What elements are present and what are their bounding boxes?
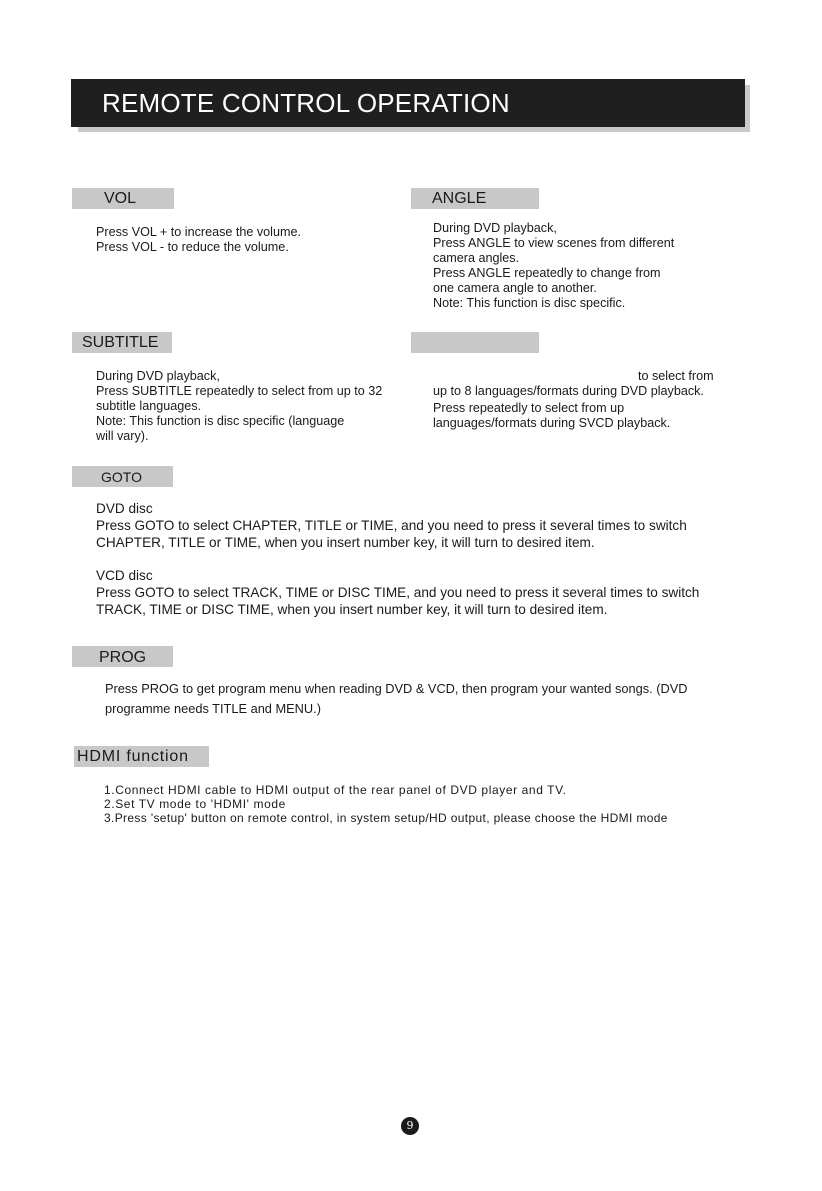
prog-heading: PROG <box>72 646 173 667</box>
text-line: 3.Press 'setup' button on remote control, in system setup/HD output, please choose the HDMI mode <box>104 811 668 825</box>
text-line: VCD disc <box>96 568 153 583</box>
text-line: During DVD playback, <box>433 221 557 235</box>
text-line: Press ANGLE repeatedly to change from <box>433 266 661 280</box>
text-line: Press SUBTITLE repeatedly to select from up to 32 <box>96 384 383 398</box>
text-line: will vary). <box>96 429 149 443</box>
text-line: CHAPTER, TITLE or TIME, when you insert number key, it will turn to desired item. <box>96 535 595 550</box>
text-line: Press GOTO to select TRACK, TIME or DISC TIME, and you need to press it several times to switch <box>96 585 700 600</box>
audio-heading <box>411 332 539 353</box>
text-line: Press VOL + to increase the volume. <box>96 225 301 239</box>
audio-text <box>433 384 704 431</box>
page-number: 9 <box>401 1117 419 1135</box>
text-line: TRACK, TIME or DISC TIME, when you insert number key, it will turn to desired item. <box>96 602 608 617</box>
hdmi-heading: HDMI function <box>74 746 209 767</box>
text-line: Note: This function is disc specific. <box>433 296 626 310</box>
angle-text <box>433 221 674 311</box>
hdmi-text <box>104 783 668 825</box>
text-line: During DVD playback, <box>96 369 220 383</box>
vol-heading: VOL <box>72 188 174 209</box>
text-line: 1.Connect HDMI cable to HDMI output of the rear panel of DVD player and TV. <box>104 783 567 797</box>
subtitle-text <box>96 369 382 444</box>
text-line: Press GOTO to select CHAPTER, TITLE or TIME, and you need to press it several times to switch <box>96 518 687 533</box>
text-line: camera angles. <box>433 251 520 265</box>
text-line: subtitle languages. <box>96 399 202 413</box>
text-line: Press VOL - to reduce the volume. <box>96 240 289 254</box>
audio-text-first-line: to select from <box>638 369 714 383</box>
goto-heading: GOTO <box>72 466 173 487</box>
vol-text <box>96 225 301 255</box>
text-line: DVD disc <box>96 501 153 516</box>
text-line: one camera angle to another. <box>433 281 597 295</box>
text-line: programme needs TITLE and MENU.) <box>105 701 321 716</box>
text-line: Press ANGLE to view scenes from different <box>433 236 675 250</box>
angle-heading: ANGLE <box>411 188 539 209</box>
text-line: Note: This function is disc specific (language <box>96 414 345 428</box>
page-title: REMOTE CONTROL OPERATION <box>71 79 745 127</box>
text-line: Press repeatedly to select from up <box>433 401 625 415</box>
goto-dvd-text <box>96 500 687 551</box>
prog-text <box>105 679 688 719</box>
text-line: languages/formats during SVCD playback. <box>433 416 671 430</box>
subtitle-heading: SUBTITLE <box>72 332 172 353</box>
goto-vcd-text <box>96 567 699 618</box>
text-line: 2.Set TV mode to 'HDMI' mode <box>104 797 286 811</box>
text-line: up to 8 languages/formats during DVD playback. <box>433 384 704 398</box>
text-line: Press PROG to get program menu when reading DVD & VCD, then program your wanted songs. (DVD <box>105 681 688 696</box>
